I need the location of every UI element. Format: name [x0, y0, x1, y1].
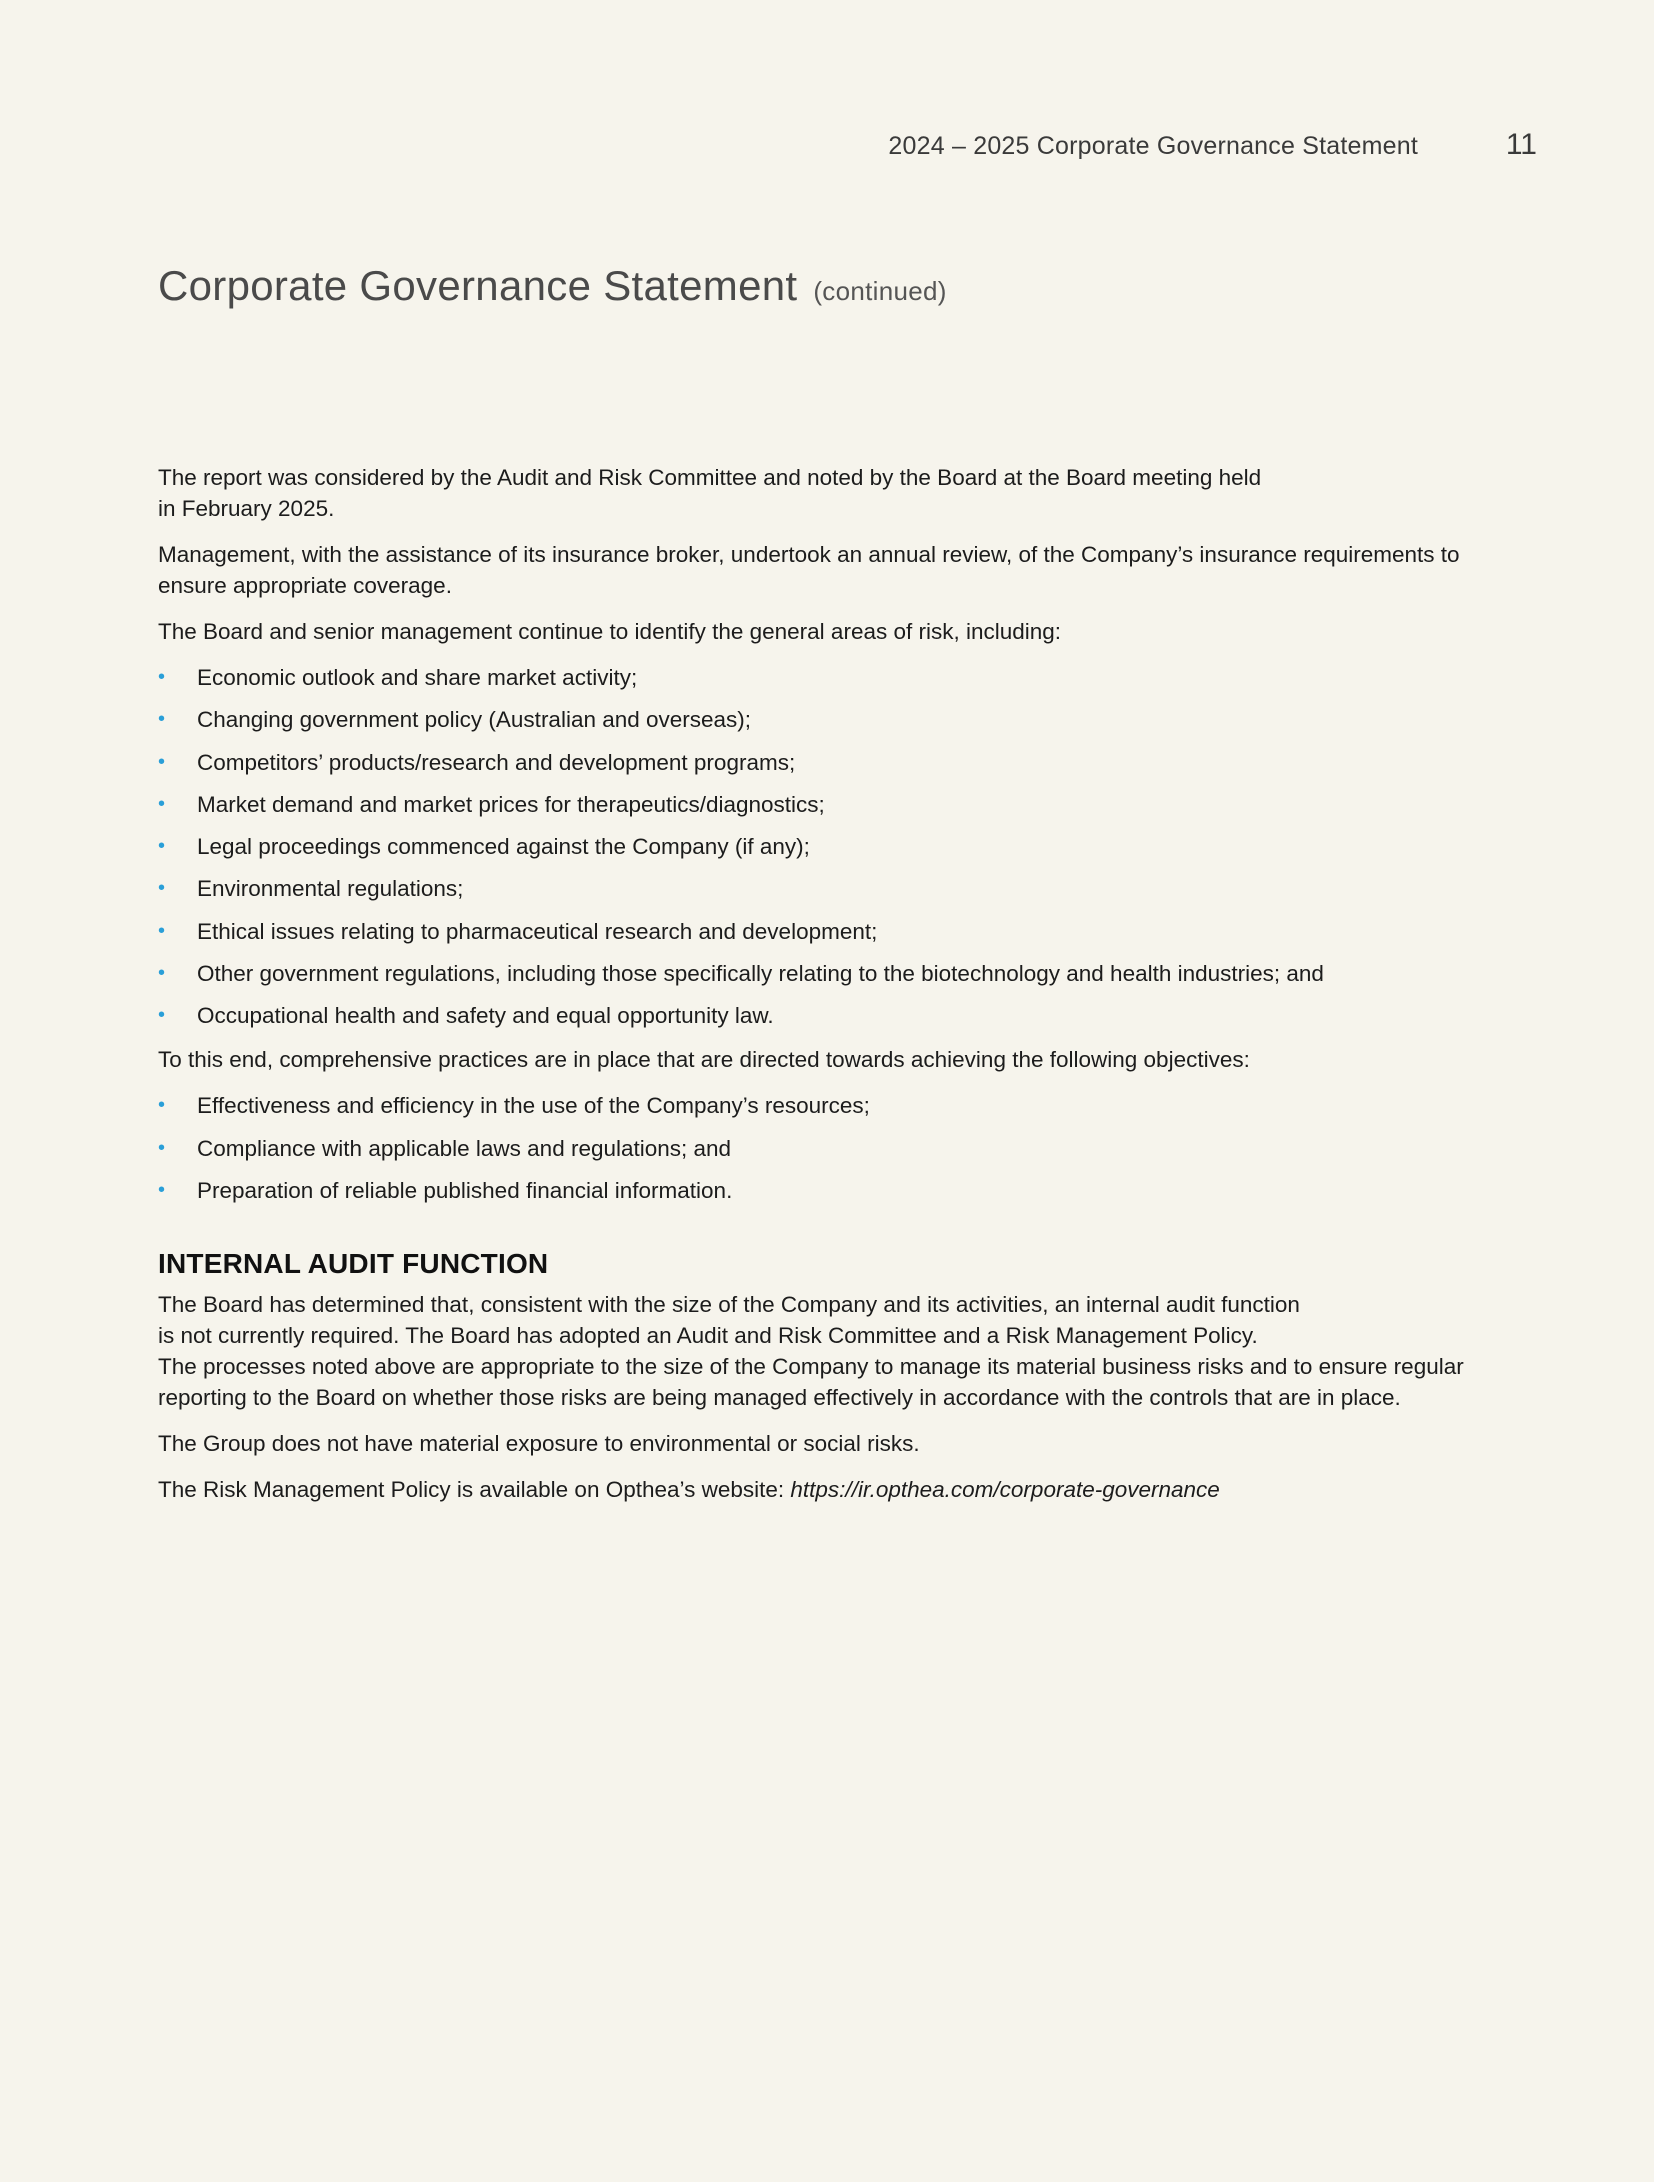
bullet-icon: •	[158, 1178, 166, 1201]
list-item-text: Changing government policy (Australian and overseas);	[197, 707, 752, 733]
bullet-icon: •	[158, 708, 166, 731]
paragraph-risk-intro: The Board and senior management continue to identify the general areas of risk, including:	[158, 619, 1062, 644]
list-item-text: Market demand and market prices for therapeutics/diagnostics;	[197, 791, 825, 817]
running-title: 2024 – 2025 Corporate Governance Statement	[888, 132, 1418, 160]
bullet-icon: •	[158, 1136, 166, 1159]
bullet-icon: •	[158, 1094, 166, 1117]
list-item-text: Other government regulations, including those specifically relating to the biotechnology and health industries; and	[197, 961, 1324, 987]
bullet-icon: •	[158, 835, 166, 858]
objectives-list	[158, 1090, 1498, 1206]
paragraph-internal-audit	[158, 1289, 1498, 1413]
list-item-text: Preparation of reliable published financial information.	[197, 1177, 733, 1203]
list-item	[158, 1000, 1498, 1031]
page-title-continued: (continued)	[813, 276, 947, 306]
page-title	[158, 262, 947, 310]
paragraph-report-line1: The report was considered by the Audit and Risk Committee and noted by the Board at the Board meeting held	[158, 465, 1262, 490]
bullet-icon: •	[158, 919, 166, 942]
list-item	[158, 789, 1498, 820]
list-item	[158, 1090, 1498, 1121]
bullet-icon: •	[158, 962, 166, 985]
running-header	[820, 128, 1540, 168]
list-item-text: Compliance with applicable laws and regulations; and	[197, 1135, 732, 1161]
list-item	[158, 916, 1498, 947]
list-item	[158, 662, 1498, 693]
list-item	[158, 1133, 1498, 1164]
list-item-text: Effectiveness and efficiency in the use of the Company’s resources;	[197, 1093, 870, 1119]
list-item-text: Economic outlook and share market activity;	[197, 665, 638, 690]
paragraph-objectives-intro: To this end, comprehensive practices are in place that are directed towards achieving the following objectives:	[158, 1047, 1250, 1073]
bullet-icon: •	[158, 750, 166, 773]
section-heading-internal-audit: INTERNAL AUDIT FUNCTION	[158, 1247, 549, 1279]
list-item-text: Competitors’ products/research and development programs;	[197, 749, 796, 775]
page-title-main: Corporate Governance Statement	[158, 262, 798, 309]
list-item-text: Environmental regulations;	[197, 876, 464, 902]
bullet-icon: •	[158, 666, 166, 688]
paragraph-internal-audit-line2: is not currently required. The Board has adopted an Audit and Risk Committee and a Risk Management Policy.	[158, 1322, 1258, 1348]
list-item-text: Legal proceedings commenced against the Company (if any);	[197, 834, 810, 860]
bullet-icon: •	[158, 877, 166, 900]
risk-areas-list	[158, 662, 1498, 1031]
paragraph-policy-link	[158, 1474, 1498, 1505]
list-item	[158, 873, 1498, 904]
list-item	[158, 747, 1498, 778]
list-item	[158, 958, 1498, 989]
page-number: 11	[1505, 128, 1537, 161]
list-item	[158, 1175, 1498, 1206]
list-item	[158, 831, 1498, 862]
policy-text: The Risk Management Policy is available on Opthea’s website:	[158, 1476, 791, 1502]
list-item-text: Occupational health and safety and equal opportunity law.	[197, 1003, 774, 1029]
main-content	[158, 462, 1498, 1520]
bullet-icon: •	[158, 792, 166, 815]
paragraph-internal-audit-line3: The processes noted above are appropriate to the size of the Company to manage its material business risks and to ensure regular reporting to the Board on whether those risks are being managed effectively in accordance with the controls that are in place.	[158, 1353, 1464, 1410]
paragraph-exposure: The Group does not have material exposure to environmental or social risks.	[158, 1430, 920, 1456]
paragraph-insurance: Management, with the assistance of its insurance broker, undertook an annual review, of the Company’s insurance requirements to ensure appropriate coverage.	[158, 542, 1460, 598]
policy-url-link[interactable]: https://ir.opthea.com/corporate-governance	[790, 1476, 1220, 1502]
paragraph-internal-audit-line1: The Board has determined that, consistent with the size of the Company and its activities, an internal audit function	[158, 1291, 1300, 1317]
paragraph-report-line2: in February 2025.	[158, 496, 335, 521]
list-item-text: Ethical issues relating to pharmaceutical research and development;	[197, 918, 878, 944]
paragraph-report	[158, 462, 1498, 524]
bullet-icon: •	[158, 1004, 166, 1027]
list-item	[158, 704, 1498, 735]
